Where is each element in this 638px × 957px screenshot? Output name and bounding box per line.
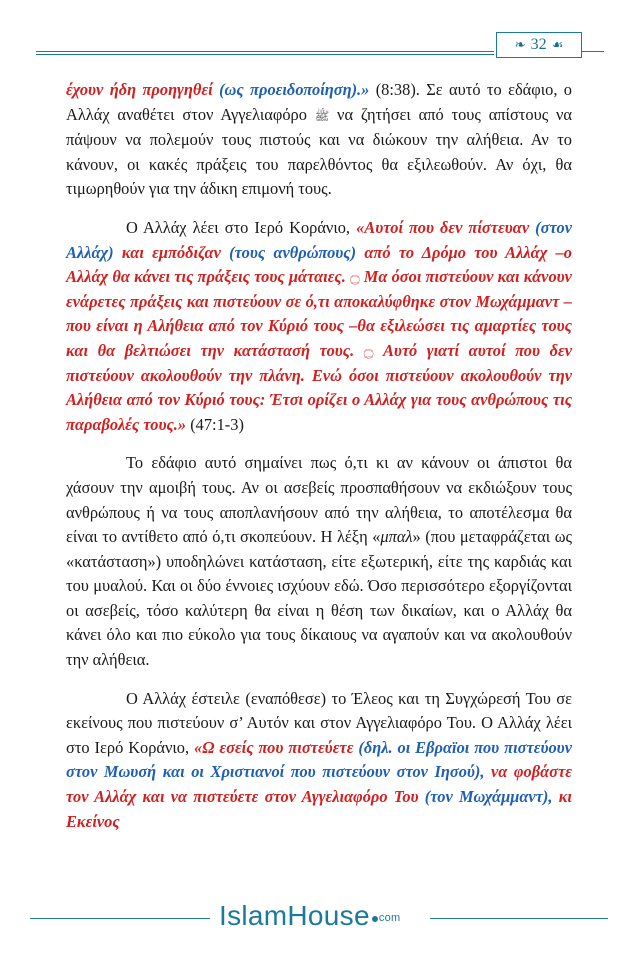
quote-red: έχουν ήδη προηγηθεί (66, 80, 213, 99)
quote-red: κι Εκείνος (66, 787, 572, 831)
verse-reference: (47:1-3) (190, 414, 244, 434)
quote-blue: (στον Αλλάχ) (66, 217, 572, 262)
pbuh-icon: ﷺ (314, 108, 330, 123)
ornament-left-icon: ❧ (514, 37, 526, 53)
page-body (66, 78, 572, 848)
quote-red: από το Δρόμο του Αλλάχ –ο Αλλάχ θα κάνει τις πράξεις τους μάταιες. (66, 242, 572, 287)
quote-red: Μα όσοι πιστεύουν και κάνουν ενάρετες πράξεις και πιστεύουν σε ό,τι αποκαλύφθηκε στον Μωχάμμαντ –που είναι η Αλήθεια από τον Κύριό τους –θα εξιλεώσει τις αμαρτίες τους και θα βελτιώσει την κατάστασή τους. (66, 267, 572, 360)
quote-red: να φοβάστε τον Αλλάχ και να πιστεύετε στον Αγγελιαφόρο Του (66, 762, 572, 807)
page-footer (0, 898, 638, 938)
page-header (36, 32, 604, 60)
header-rule-tail (582, 51, 604, 52)
footer-rule-right (430, 918, 608, 919)
islamhouse-logo: IslamHouse com (219, 900, 401, 931)
body-text: » (που μεταφράζεται ως «κατάσταση») υποδηλώνει κατάσταση, είτε εξωτερική, είτε της καρδιάς και του μυαλού. Και οι δύο έννοιες ισχύουν εδώ. Όσο περισσότερο εξοργίζονται οι ασεβείς, τόσο καλύτερη θα είναι η θέση των δικαίων, και ο Αλλάχ θα κάνει όλο και πιο εύκολο για τους δίκαιους να αγαπούν και να ακολουθούν την αλήθεια. (66, 527, 572, 670)
body-text: Το εδάφιο αυτό σημαίνει πως ό,τι κι αν κάνουν οι άπιστοι θα χάσουν την αμοιβή τους. Αν οι ασεβείς προσπαθήσουν να εκδιώξουν τους ανθρώπους ή να τους αποπλανήσουν από την αλήθεια, το αποτέλεσμα θα είναι το αντίθετο από ό,τι σκοπεύουν. Η λέξη « (66, 453, 572, 547)
quote-red: «Ω εσείς που πιστεύετε (194, 737, 354, 757)
header-rule (36, 51, 494, 52)
quote-red: «Αυτοί που δεν πίστευαν (356, 217, 530, 237)
paragraph-4 (66, 687, 572, 835)
paragraph-3 (66, 451, 572, 672)
quote-blue: (τον Μωχάμμαντ), (424, 787, 553, 807)
body-text: Ο Αλλάχ έστειλε (εναπόθεσε) το Έλεος και τη Συγχώρεσή Του σε εκείνους που πιστεύουν σ’ Αυτόν και στον Αγγελιαφόρο Του. Ο Αλλάχ λέει στο Ιερό Κοράνιο, (66, 688, 572, 757)
header-rule-thin (36, 54, 494, 55)
body-text: να ζητήσει από τους απίστους να πάψουν να πολεμούν τους πιστούς και να διώκουν την αλήθεια. Αν το κάνουν, οι κακές πράξεις του παρελθόντος θα εξιλεωθούν. Αν όχι, θα τιμωρηθούν για την άδικη επιμονή τους. (66, 104, 572, 199)
verse-end-icon: ۝ (350, 267, 360, 287)
quote-red: Αυτό γιατί αυτοί που δεν πιστεύουν ακολουθούν την πλάνη. Ενώ όσοι πιστεύουν ακολουθούν την Αλήθεια από τον Κύριό τους: Έτσι ορίζει ο Αλλάχ για τους ανθρώπους τις παραβολές τους.» (66, 340, 573, 434)
quote-blue: (δηλ. οι Εβραϊοι που πιστεύουν στον Μωυσή και οι Χριστιανοί που πιστεύουν στον Ιησού), (66, 737, 572, 782)
ornament-right-icon: ☙ (551, 37, 564, 53)
quote-blue: (ως προειδοποίηση).» (219, 80, 370, 99)
logo-dot-icon (372, 916, 378, 922)
body-text: . Σε αυτό το εδάφιο, ο Αλλάχ αναθέτει στον Αγγελιαφόρο (66, 80, 573, 124)
page-number-box (496, 32, 582, 58)
body-text: Ο Αλλάχ λέει στο Ιερό Κοράνιο, (126, 217, 351, 237)
italic-term: μπαλ (380, 527, 413, 547)
footer-rule-left (30, 918, 210, 919)
page-number: 32 (530, 36, 547, 53)
quote-red: και εμπόδιζαν (121, 242, 221, 262)
paragraph-1 (66, 78, 572, 202)
verse-end-icon: ۝ (363, 340, 374, 360)
paragraph-2 (66, 216, 572, 437)
verse-reference: (8:38) (375, 80, 416, 99)
quote-blue: (τους ανθρώπους) (229, 242, 357, 262)
